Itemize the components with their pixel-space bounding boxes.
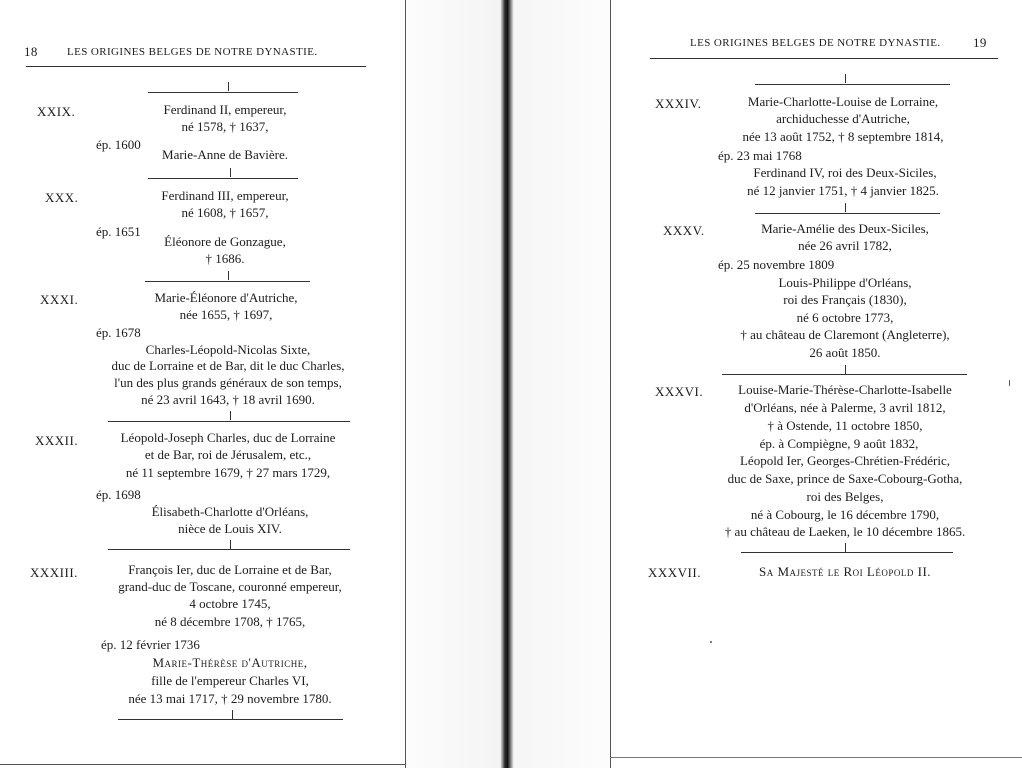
- marriage-date: ép. 25 novembre 1809: [718, 257, 835, 272]
- spouse-line: roi des Belges,: [806, 489, 884, 504]
- person-line: Louise-Marie-Thérèse-Charlotte-Isabelle: [738, 382, 952, 397]
- marriage-date: ép. 23 mai 1768: [718, 148, 802, 163]
- lineage-connector: [845, 203, 846, 212]
- spouse-line: Éléonore de Gonzague,: [164, 234, 286, 249]
- lineage-line: [148, 92, 298, 93]
- lineage-connector: [228, 271, 229, 280]
- lineage-line: [148, 178, 298, 179]
- person-line: François Ier, duc de Lorraine et de Bar,: [128, 562, 332, 577]
- person-line: et de Bar, roi de Jérusalem, etc.,: [144, 447, 312, 462]
- person-line: né 1578, † 1637,: [181, 119, 269, 134]
- generation-number: XXXVI.: [655, 384, 704, 399]
- spouse-line: † au château de Claremont (Angleterre),: [740, 327, 950, 342]
- spouse-line: † 1686.: [205, 251, 245, 266]
- person-line: né 1608, † 1657,: [181, 205, 269, 220]
- book-spine: [500, 0, 514, 768]
- spouse-line: né 23 avril 1643, † 18 avril 1690.: [141, 392, 315, 407]
- left-page-edge: [405, 0, 406, 768]
- lineage-connector: [845, 543, 846, 552]
- spouse-line: Élisabeth-Charlotte d'Orléans,: [151, 504, 309, 519]
- generation-number: XXXIV.: [655, 96, 702, 111]
- lineage-line: [145, 281, 310, 282]
- lineage-connector: [230, 168, 231, 177]
- page-number: 18: [24, 44, 38, 59]
- marriage-date: ép. 1698: [96, 487, 141, 502]
- running-head: LES ORIGINES BELGES DE NOTRE DYNASTIE.: [690, 37, 941, 49]
- ink-speck: [1009, 380, 1010, 386]
- spouse-line: Ferdinand IV, roi des Deux-Siciles,: [753, 165, 937, 180]
- generation-number: XXIX.: [37, 104, 76, 119]
- marriage-date: ép. 1678: [96, 325, 141, 340]
- spouse-line: né à Cobourg, le 16 décembre 1790,: [750, 507, 940, 522]
- spouse-line: duc de Saxe, prince de Saxe-Cobourg-Gotha,: [727, 471, 963, 486]
- spouse-line: roi des Français (1830),: [783, 292, 907, 307]
- generation-number: XXXVII.: [648, 565, 701, 580]
- header-rule: [650, 58, 998, 59]
- person-line: archiduchesse d'Autriche,: [776, 111, 910, 126]
- marriage-date: ép. à Compiègne, 9 août 1832,: [759, 436, 919, 451]
- right-page: [611, 0, 1022, 768]
- generation-number: XXXII.: [35, 433, 79, 448]
- person-line: Marie-Éléonore d'Autriche,: [154, 290, 298, 305]
- person-line: né 11 septembre 1679, † 27 mars 1729,: [125, 465, 331, 480]
- generation-number: XXXV.: [663, 223, 705, 238]
- left-page: [0, 0, 405, 768]
- lineage-connector: [230, 411, 231, 420]
- person-line: née 26 avril 1782,: [798, 238, 892, 253]
- person-line: † à Ostende, 11 octobre 1850,: [767, 418, 923, 433]
- spouse-line: Louis-Philippe d'Orléans,: [778, 275, 912, 290]
- spouse-line: Charles-Léopold-Nicolas Sixte,: [145, 342, 311, 357]
- spouse-line: † au château de Laeken, le 10 décembre 1865.: [724, 524, 966, 539]
- header-rule: [26, 66, 366, 67]
- marriage-date: ép. 12 février 1736: [101, 637, 200, 652]
- person-line: Léopold-Joseph Charles, duc de Lorraine: [120, 430, 336, 445]
- generation-number: XXX.: [45, 190, 79, 205]
- lineage-connector: [232, 710, 233, 719]
- lineage-line: [108, 549, 350, 550]
- person-line: d'Orléans, née à Palerme, 3 avril 1812,: [744, 400, 946, 415]
- person-line: née 1655, † 1697,: [179, 307, 273, 322]
- spouse-line: 26 août 1850.: [809, 345, 881, 360]
- lineage-line: [755, 213, 940, 214]
- lineage-line: [741, 552, 953, 553]
- lineage-connector: [230, 540, 231, 549]
- ink-speck: [710, 641, 712, 643]
- generation-number: XXXIII.: [30, 565, 78, 580]
- person-line: né 8 décembre 1708, † 1765,: [154, 614, 306, 629]
- lineage-connector: [845, 365, 846, 374]
- page-number: 19: [973, 35, 987, 50]
- spouse-line: fille de l'empereur Charles VI,: [151, 673, 309, 688]
- marriage-date: ép. 1651: [96, 224, 141, 239]
- lineage-line: [722, 374, 967, 375]
- running-head: LES ORIGINES BELGES DE NOTRE DYNASTIE.: [67, 46, 318, 58]
- lineage-line: [755, 84, 950, 85]
- person-line: Sa Majesté le Roi Léopold II.: [758, 564, 932, 579]
- spouse-line: l'un des plus grands généraux de son temps,: [114, 375, 342, 390]
- person-line: 4 octobre 1745,: [189, 596, 271, 611]
- lineage-line: [118, 719, 343, 720]
- spouse-line: née 13 mai 1717, † 29 novembre 1780.: [128, 691, 332, 706]
- person-line: Ferdinand III, empereur,: [161, 188, 289, 203]
- person-line: Ferdinand II, empereur,: [163, 102, 287, 117]
- person-line: grand-duc de Toscane, couronné empereur,: [118, 579, 342, 594]
- spouse-line: duc de Lorraine et de Bar, dit le duc Charles,: [111, 358, 345, 373]
- spouse-line: Marie-Anne de Bavière.: [162, 147, 288, 162]
- spouse-line: né 6 octobre 1773,: [796, 310, 894, 325]
- marriage-date: ép. 1600: [96, 137, 141, 152]
- lineage-connector: [845, 74, 846, 83]
- spouse-line: né 12 janvier 1751, † 4 janvier 1825.: [747, 183, 939, 198]
- lineage-connector: [228, 82, 229, 91]
- generation-number: XXXI.: [40, 292, 79, 307]
- person-line: née 13 août 1752, † 8 septembre 1814,: [742, 129, 944, 144]
- person-line: Marie-Charlotte-Louise de Lorraine,: [747, 94, 939, 109]
- spouse-line: Marie-Thérèse d'Autriche,: [152, 655, 308, 670]
- person-line: Marie-Amélie des Deux-Siciles,: [761, 221, 929, 236]
- lineage-line: [108, 421, 350, 422]
- spouse-line: nièce de Louis XIV.: [178, 521, 282, 536]
- spouse-line: Léopold Ier, Georges-Chrétien-Frédéric,: [739, 453, 951, 468]
